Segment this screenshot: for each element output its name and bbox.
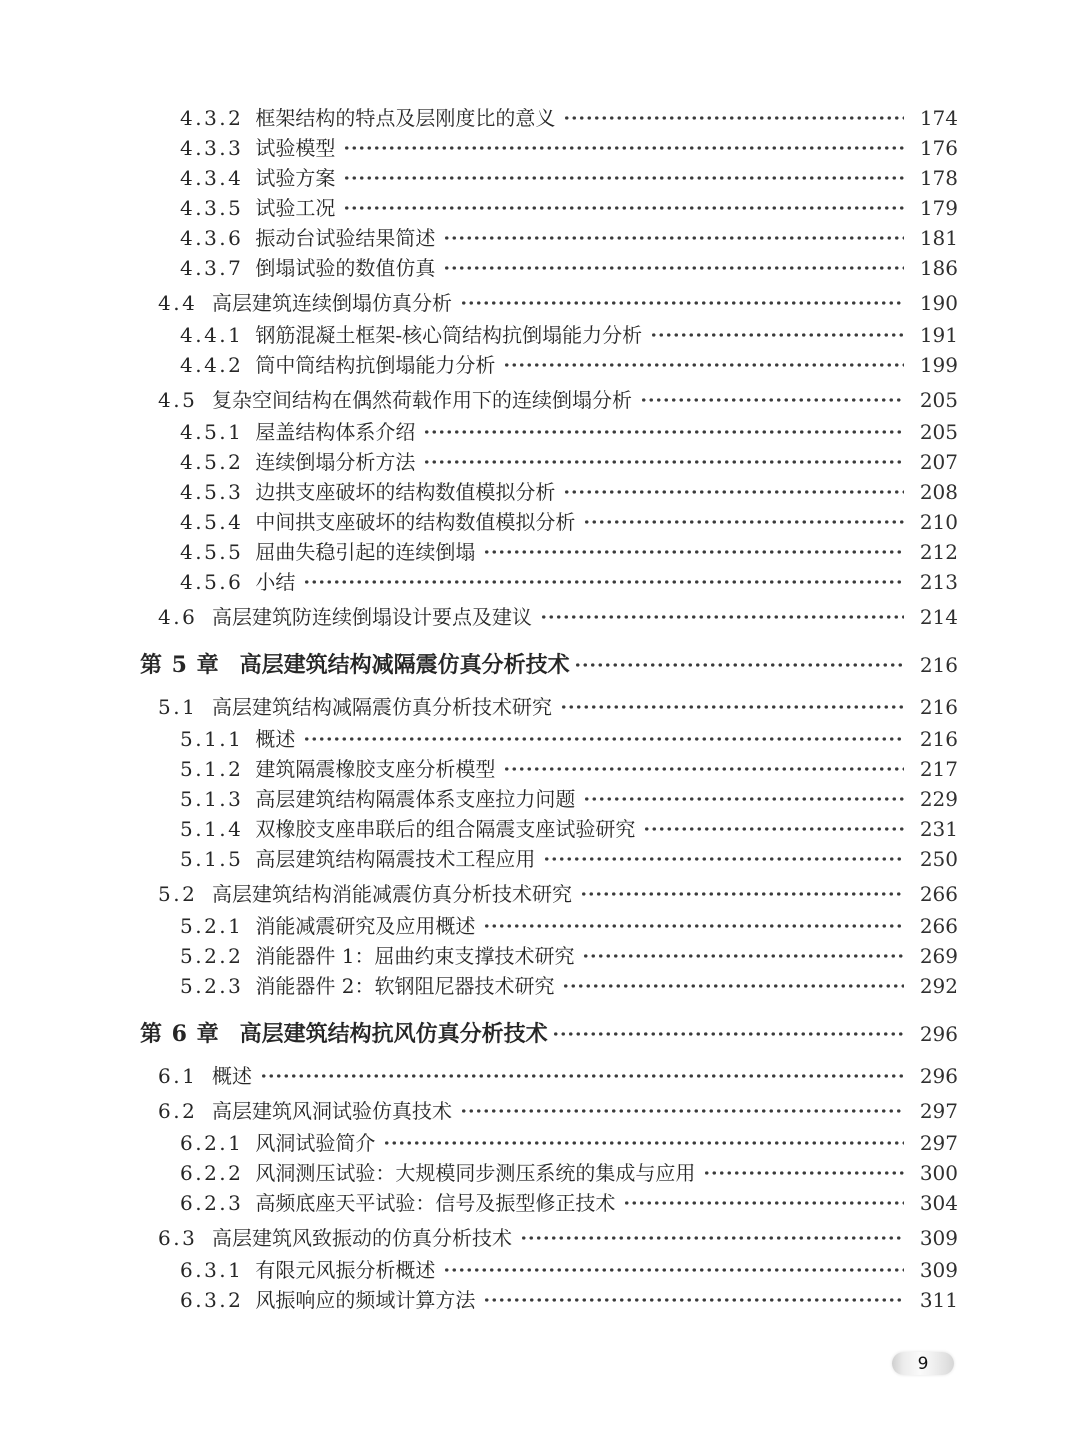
dot-leader — [563, 477, 904, 507]
toc-entry — [140, 385, 958, 415]
toc-entry-page: 297 — [919, 1131, 958, 1155]
toc-entry — [140, 567, 958, 597]
dot-leader — [703, 1158, 904, 1188]
toc-entry-number: 4.5.3 — [180, 480, 244, 504]
toc-entry-number: 5.2 — [158, 882, 198, 906]
dot-leader — [343, 133, 904, 163]
dot-leader — [303, 567, 904, 597]
toc-entry-title: 连续倒塌分析方法 — [255, 450, 416, 474]
toc-entry-page: 304 — [919, 1191, 958, 1215]
toc-entry-number: 6.2.3 — [180, 1191, 244, 1215]
toc-entry-number: 4.5.4 — [180, 510, 244, 534]
toc-entry — [140, 692, 958, 722]
toc-entry-title: 高层建筑结构抗风仿真分析技术 — [239, 1021, 548, 1047]
toc-entry-page: 208 — [919, 480, 958, 504]
dot-leader — [583, 507, 904, 537]
toc-entry-number: 6.2.2 — [180, 1161, 244, 1185]
toc-entry — [140, 1096, 958, 1126]
dot-leader — [443, 223, 904, 253]
toc-entry — [140, 477, 958, 507]
dot-leader — [540, 602, 904, 632]
toc-entry-title: 双橡胶支座串联后的组合隔震支座试验研究 — [255, 817, 636, 841]
dot-leader — [423, 447, 904, 477]
toc-entry-page: 216 — [919, 695, 958, 719]
toc-entry-title: 风振响应的频域计算方法 — [255, 1288, 476, 1312]
toc-entry-page: 217 — [919, 757, 958, 781]
dot-leader — [260, 1061, 904, 1091]
toc-entry-number: 5.2.2 — [180, 944, 244, 968]
toc-entry-page: 179 — [919, 196, 958, 220]
toc-entry-number: 5.1.1 — [180, 727, 244, 751]
toc-entry-number: 4.5.2 — [180, 450, 244, 474]
toc-entry — [140, 288, 958, 318]
toc-entry-title: 概述 — [255, 727, 296, 751]
dot-leader — [583, 784, 904, 814]
toc-entry-title: 高层建筑防连续倒塌设计要点及建议 — [212, 605, 532, 629]
toc-entry — [140, 911, 958, 941]
toc-entry-page: 214 — [919, 605, 958, 629]
toc-entry-number: 6.3.1 — [180, 1258, 244, 1282]
dot-leader — [460, 288, 904, 318]
dot-leader — [574, 650, 904, 680]
toc-entry-number: 5.1 — [158, 695, 198, 719]
toc-entry-number: 4.3.5 — [180, 196, 244, 220]
dot-leader — [650, 320, 904, 350]
toc-entry — [140, 1285, 958, 1315]
toc-entry-number: 5.1.5 — [180, 847, 244, 871]
toc-entry-title: 消能器件 1：屈曲约束支撑技术研究 — [255, 944, 575, 968]
toc-entry-number: 4.5.1 — [180, 420, 244, 444]
dot-leader — [383, 1128, 904, 1158]
toc-entry-number: 4.4.2 — [180, 353, 244, 377]
toc-entry-number: 6.3 — [158, 1226, 198, 1250]
toc-entry-title: 试验工况 — [255, 196, 336, 220]
toc-entry-page: 205 — [919, 388, 958, 412]
toc-entry — [140, 1223, 958, 1253]
toc-entry-page: 309 — [919, 1258, 958, 1282]
toc-entry — [140, 844, 958, 874]
toc-entry — [140, 193, 958, 223]
dot-leader — [503, 754, 904, 784]
toc-entry — [140, 814, 958, 844]
toc-entry-title: 钢筋混凝土框架-核心筒结构抗倒塌能力分析 — [255, 323, 643, 347]
toc-entry — [140, 253, 958, 283]
toc-entry-page: 176 — [919, 136, 958, 160]
toc-entry — [140, 447, 958, 477]
dot-leader — [543, 844, 904, 874]
dot-leader — [483, 911, 904, 941]
toc-entry-page: 269 — [919, 944, 958, 968]
toc-entry-title: 筒中筒结构抗倒塌能力分析 — [255, 353, 496, 377]
toc-entry-page: 190 — [919, 291, 958, 315]
toc-entry — [140, 350, 958, 380]
toc-entry — [140, 724, 958, 754]
toc-entry-number: 第 6 章 — [140, 1021, 220, 1047]
toc-entry-page: 231 — [919, 817, 958, 841]
toc-entry-page: 199 — [919, 353, 958, 377]
toc-entry-title: 消能器件 2：软钢阻尼器技术研究 — [255, 974, 555, 998]
toc-entry — [140, 163, 958, 193]
toc-entry-number: 5.1.3 — [180, 787, 244, 811]
toc-entry-page: 250 — [919, 847, 958, 871]
dot-leader — [443, 253, 904, 283]
toc-entry-title: 有限元风振分析概述 — [255, 1258, 436, 1282]
toc-entry — [140, 133, 958, 163]
toc-entry-title: 概述 — [212, 1064, 252, 1088]
page-number-badge — [892, 1352, 954, 1375]
toc-entry-title: 试验模型 — [255, 136, 336, 160]
toc-entry-page: 266 — [919, 914, 958, 938]
toc-entry-title: 风洞试验简介 — [255, 1131, 376, 1155]
toc-entry — [140, 971, 958, 1001]
toc-list — [0, 103, 1080, 1315]
toc-entry-page: 186 — [919, 256, 958, 280]
toc-entry-number: 4.3.6 — [180, 226, 244, 250]
toc-entry-number: 5.1.2 — [180, 757, 244, 781]
toc-entry-title: 建筑隔震橡胶支座分析模型 — [255, 757, 496, 781]
dot-leader — [503, 350, 904, 380]
toc-entry-page: 210 — [919, 510, 958, 534]
dot-leader — [443, 1255, 904, 1285]
toc-entry-page: 266 — [919, 882, 958, 906]
toc-entry-page: 207 — [919, 450, 958, 474]
toc-entry-title: 屋盖结构体系介绍 — [255, 420, 416, 444]
page-number: 9 — [917, 1353, 929, 1374]
toc-entry — [140, 223, 958, 253]
dot-leader — [582, 941, 904, 971]
toc-entry-page: 309 — [919, 1226, 958, 1250]
toc-entry-page: 292 — [919, 974, 958, 998]
toc-entry-page: 229 — [919, 787, 958, 811]
toc-entry-title: 消能减震研究及应用概述 — [255, 914, 476, 938]
toc-entry-title: 框架结构的特点及层刚度比的意义 — [255, 106, 556, 130]
toc-entry-page: 174 — [919, 106, 958, 130]
toc-entry-number: 5.1.4 — [180, 817, 244, 841]
toc-entry — [140, 537, 958, 567]
toc-entry-title: 高层建筑结构隔震技术工程应用 — [255, 847, 536, 871]
toc-entry-page: 296 — [919, 1064, 958, 1088]
toc-entry-title: 高层建筑结构减隔震仿真分析技术 — [239, 652, 570, 678]
toc-entry-number: 4.3.3 — [180, 136, 244, 160]
toc-entry — [140, 320, 958, 350]
toc-entry-title: 高层建筑结构消能减震仿真分析技术研究 — [212, 882, 572, 906]
toc-entry — [140, 648, 958, 682]
toc-entry — [140, 103, 958, 133]
toc-entry-title: 高层建筑结构减隔震仿真分析技术研究 — [212, 695, 552, 719]
dot-leader — [552, 1019, 904, 1049]
dot-leader — [562, 971, 904, 1001]
toc-entry-number: 4.5.6 — [180, 570, 244, 594]
dot-leader — [343, 163, 904, 193]
toc-entry — [140, 417, 958, 447]
dot-leader — [563, 103, 904, 133]
toc-entry-title: 试验方案 — [255, 166, 336, 190]
toc-entry-number: 4.4.1 — [180, 323, 244, 347]
dot-leader — [560, 692, 904, 722]
toc-entry-page: 205 — [919, 420, 958, 444]
toc-entry-number: 5.2.1 — [180, 914, 244, 938]
toc-entry-title: 复杂空间结构在偶然荷载作用下的连续倒塌分析 — [212, 388, 632, 412]
toc-entry-page: 191 — [919, 323, 958, 347]
toc-entry-number: 6.1 — [158, 1064, 198, 1088]
toc-entry-title: 中间拱支座破坏的结构数值模拟分析 — [255, 510, 576, 534]
toc-entry — [140, 879, 958, 909]
toc-entry-page: 300 — [919, 1161, 958, 1185]
toc-entry — [140, 1061, 958, 1091]
toc-entry — [140, 1188, 958, 1218]
dot-leader — [580, 879, 904, 909]
toc-entry-number: 5.2.3 — [180, 974, 244, 998]
toc-entry-number: 4.5 — [158, 388, 198, 412]
toc-entry-title: 高层建筑风洞试验仿真技术 — [212, 1099, 452, 1123]
toc-entry-number: 4.3.7 — [180, 256, 244, 280]
toc-entry-page: 297 — [919, 1099, 958, 1123]
toc-entry-number: 4.6 — [158, 605, 198, 629]
toc-entry-number: 4.3.2 — [180, 106, 244, 130]
toc-entry-number: 6.3.2 — [180, 1288, 244, 1312]
toc-entry-title: 振动台试验结果简述 — [255, 226, 436, 250]
toc-entry-number: 4.5.5 — [180, 540, 244, 564]
toc-entry-title: 高层建筑风致振动的仿真分析技术 — [212, 1226, 512, 1250]
toc-entry-page: 181 — [919, 226, 958, 250]
toc-entry-page: 213 — [919, 570, 958, 594]
toc-entry-number: 6.2.1 — [180, 1131, 244, 1155]
toc-entry-title: 边拱支座破坏的结构数值模拟分析 — [255, 480, 556, 504]
toc-entry — [140, 784, 958, 814]
dot-leader — [460, 1096, 904, 1126]
dot-leader — [483, 537, 904, 567]
dot-leader — [483, 1285, 904, 1315]
toc-entry-number: 4.3.4 — [180, 166, 244, 190]
toc-entry-title: 高层建筑连续倒塌仿真分析 — [212, 291, 452, 315]
toc-entry-page: 216 — [919, 653, 958, 677]
dot-leader — [423, 417, 904, 447]
toc-entry-title: 风洞测压试验：大规模同步测压系统的集成与应用 — [255, 1161, 696, 1185]
toc-entry — [140, 602, 958, 632]
dot-leader — [643, 814, 904, 844]
toc-entry-number: 4.4 — [158, 291, 198, 315]
toc-entry-title: 小结 — [255, 570, 296, 594]
dot-leader — [343, 193, 904, 223]
toc-entry-page: 296 — [919, 1022, 958, 1046]
toc-entry — [140, 1255, 958, 1285]
dot-leader — [303, 724, 904, 754]
dot-leader — [623, 1188, 904, 1218]
toc-entry-page: 178 — [919, 166, 958, 190]
toc-entry — [140, 507, 958, 537]
toc-entry-page: 311 — [919, 1288, 958, 1312]
toc-entry-title: 高频底座天平试验：信号及振型修正技术 — [255, 1191, 616, 1215]
dot-leader — [640, 385, 904, 415]
toc-entry-number: 6.2 — [158, 1099, 198, 1123]
toc-entry — [140, 1128, 958, 1158]
toc-entry-page: 212 — [919, 540, 958, 564]
toc-entry-title: 屈曲失稳引起的连续倒塌 — [255, 540, 476, 564]
toc-entry — [140, 1017, 958, 1051]
toc-entry — [140, 754, 958, 784]
toc-entry-title: 倒塌试验的数值仿真 — [255, 256, 436, 280]
toc-entry — [140, 1158, 958, 1188]
toc-entry-title: 高层建筑结构隔震体系支座拉力问题 — [255, 787, 576, 811]
toc-entry — [140, 941, 958, 971]
dot-leader — [520, 1223, 904, 1253]
toc-entry-number: 第 5 章 — [140, 652, 220, 678]
toc-entry-page: 216 — [919, 727, 958, 751]
